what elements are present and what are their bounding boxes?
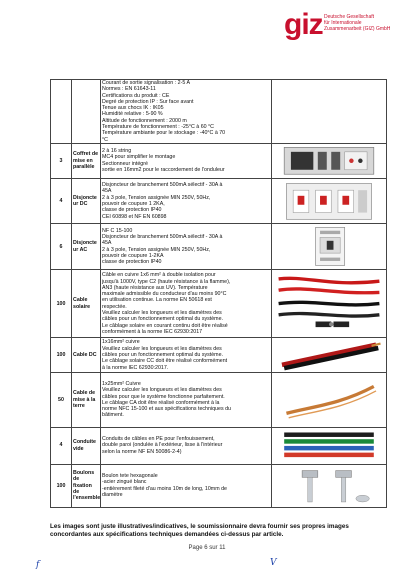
description-line: classe de protection IP40	[102, 259, 162, 266]
description-line: -acier zingué blanc	[102, 479, 147, 486]
description-line: maximale admissible du conducteur d'au moins 90°C	[102, 291, 227, 298]
quantity-cell: 3	[51, 143, 72, 178]
description-line: Veuillez calculer les longueurs et les diamètres des	[102, 387, 222, 394]
giz-logo	[284, 10, 404, 44]
description-line: conformément à la norme IEC 62930:2017	[102, 328, 203, 335]
description-line: câbles pour un fonctionnement optimal du système.	[102, 351, 224, 358]
table-row	[51, 270, 387, 338]
quantity-cell: 100	[51, 338, 72, 373]
description-line: 2 à 16 string	[102, 148, 132, 155]
quantity-cell: 4	[51, 178, 72, 224]
description-line: Disjoncteur de branchement 500mA sélectif - 30A à	[102, 182, 223, 189]
description-line: 45A	[102, 188, 112, 195]
table-row	[51, 80, 387, 144]
description-line: Certifications du produit : CE	[102, 92, 170, 99]
description-line: pouvoir de coupure 1-2KA	[102, 253, 164, 260]
description-line: classe de protection IP40	[102, 207, 162, 214]
description-line: °C	[102, 136, 108, 143]
description-line: NF C 15-100	[102, 227, 133, 234]
description-line: AN3 (haute résistance aux UV). Température	[102, 284, 208, 291]
description-line: diamètre	[102, 492, 123, 499]
product-image-earth-cable	[272, 372, 387, 427]
table-row	[51, 464, 387, 508]
item-name-cell: Conduite vide	[72, 427, 101, 464]
description-line: -entièrement fileté d'au moins 10m de long, 10mm de	[102, 485, 227, 492]
description-line: Veuillez calculer les longueurs et les diamètres des	[102, 345, 222, 352]
table-row	[51, 178, 387, 224]
quantity-cell: 50	[51, 372, 72, 427]
product-image-solar-cable	[272, 270, 387, 338]
description-line: Boulon tete hexagonale	[102, 473, 158, 480]
quantity-cell: 100	[51, 464, 72, 508]
description-line: 1x16mm² cuivre	[102, 339, 140, 346]
product-image-dc-cable	[272, 338, 387, 373]
description-line: Le câblage CA doit être réalisé conformément à la	[102, 399, 220, 406]
description-line: 2 à 3 pole, Tension assignée MIN 250V, 50Hz,	[102, 246, 211, 253]
description-line: Disjoncteur de branchement 500mA sélectif - 30A à	[102, 234, 223, 241]
table-row	[51, 372, 387, 427]
product-image-conduit	[272, 427, 387, 464]
description-cell	[101, 464, 272, 508]
description-cell	[101, 143, 272, 178]
description-line: jusqu'à 1000V, type C2 (haute résistance à la flamme),	[102, 278, 231, 285]
product-image-bolts	[272, 464, 387, 508]
description-line: en utilisation continue. La norme EN 50618 est	[102, 297, 212, 304]
product-image-combiner-box	[272, 143, 387, 178]
description-line: Tenue aux chocs IK : IK05	[102, 105, 164, 112]
footnote: Les images sont juste illustratives/indicatives, le soumissionnaire devra fournir ses propres images concordantes aux spécifications techniques demandées ci-dessus par article.	[50, 523, 349, 538]
quantity-cell: 6	[51, 224, 72, 270]
description-line: câbles pour que le système fonctionne parfaitement.	[102, 393, 225, 400]
item-name-cell: Cable DC	[72, 338, 101, 373]
item-name-cell	[72, 80, 101, 144]
description-cell	[101, 427, 272, 464]
logo-mark: giz	[284, 8, 323, 41]
item-name-cell: Cable de mise à la terre	[72, 372, 101, 427]
description-line: Température de fonctionnement : -25°C à 60 °C	[102, 124, 214, 131]
table-row	[51, 143, 387, 178]
description-line: Le câblage solaire CC doit être réalisé conformément	[102, 358, 228, 365]
item-name-cell: Disjoncte ur DC	[72, 178, 101, 224]
item-name-cell: Boulons de fixation de l'ensemble	[72, 464, 101, 508]
description-line: Température ambiante pour le stockage : -40°C à 70	[102, 130, 226, 137]
description-line: selon la norme NF EN 50086-2-4)	[102, 448, 182, 455]
description-line: Humidité relative : 5-90 %	[102, 111, 163, 118]
description-cell	[101, 80, 272, 144]
description-line: à la norme IEC 62930:2017.	[102, 364, 169, 371]
logo-text: Deutsche Gesellschaft für Internationale Zusammenarbeit (GIZ) GmbH	[324, 14, 391, 32]
description-line: double paroi (ondulée à l'extérieur, lisse à l'intérieur	[102, 442, 223, 449]
specifications-table	[50, 79, 387, 508]
description-cell	[101, 338, 272, 373]
table-row	[51, 427, 387, 464]
description-line: câbles pour un fonctionnement optimal du système.	[102, 316, 224, 323]
description-line: Sectionneur intégré	[102, 160, 148, 167]
quantity-cell	[51, 80, 72, 144]
quantity-cell: 100	[51, 270, 72, 338]
description-line: 45A	[102, 240, 112, 247]
quantity-cell: 4	[51, 427, 72, 464]
description-line: pouvoir de coupure 1 2KA,	[102, 200, 165, 207]
product-image-dc-breaker	[272, 178, 387, 224]
description-line: Degré de protection IP : Sur face avant	[102, 98, 194, 105]
description-line: Veuillez calculer les longueurs et les diamètres des	[102, 310, 222, 317]
description-line: Le câblage solaire en courant continu doit être réalisé	[102, 322, 228, 329]
item-name-cell: Cable solaire	[72, 270, 101, 338]
description-line: Conduits de câbles en PE pour l'enfouissement,	[102, 436, 215, 443]
table-row	[51, 224, 387, 270]
description-line: sortie en 16mm2 pour le raccordement de l'onduleur	[102, 167, 225, 174]
page-number: Page 6 sur 11	[188, 545, 226, 551]
description-line: MC4 pour simplifier le montage	[102, 154, 176, 161]
description-line: bâtiment.	[102, 412, 124, 419]
item-name-cell: Disjoncte ur AC	[72, 224, 101, 270]
description-line: Altitude de fonctionnement : 2000 m	[102, 117, 187, 124]
handwritten-mark-left: f	[36, 560, 40, 570]
description-line: 1x25mm² Cuivre	[102, 380, 141, 387]
description-line: CEI 60898 et NF EN 60898	[102, 213, 167, 220]
description-cell	[101, 372, 272, 427]
product-image-ac-breaker	[272, 224, 387, 270]
table-row	[51, 338, 387, 373]
description-cell	[101, 224, 272, 270]
item-name-cell: Coffret de mise en parallèle	[72, 143, 101, 178]
handwritten-mark-right: V	[270, 558, 277, 568]
description-line: Courant de sortie signalisation : 2-5 A	[102, 80, 191, 86]
description-line: Normes : EN 61643-11	[102, 86, 156, 93]
description-cell	[101, 270, 272, 338]
description-cell	[101, 178, 272, 224]
description-line: Câble en cuivre 1x6 mm² à double isolation pour	[102, 272, 216, 279]
description-line: respectée.	[102, 303, 127, 310]
product-image-none	[272, 80, 387, 144]
description-line: 2 à 3 pole, Tension assignée MIN 250V, 50Hz,	[102, 194, 211, 201]
description-line: norme NFC 15-100 et aux spécifications techniques du	[102, 406, 231, 413]
